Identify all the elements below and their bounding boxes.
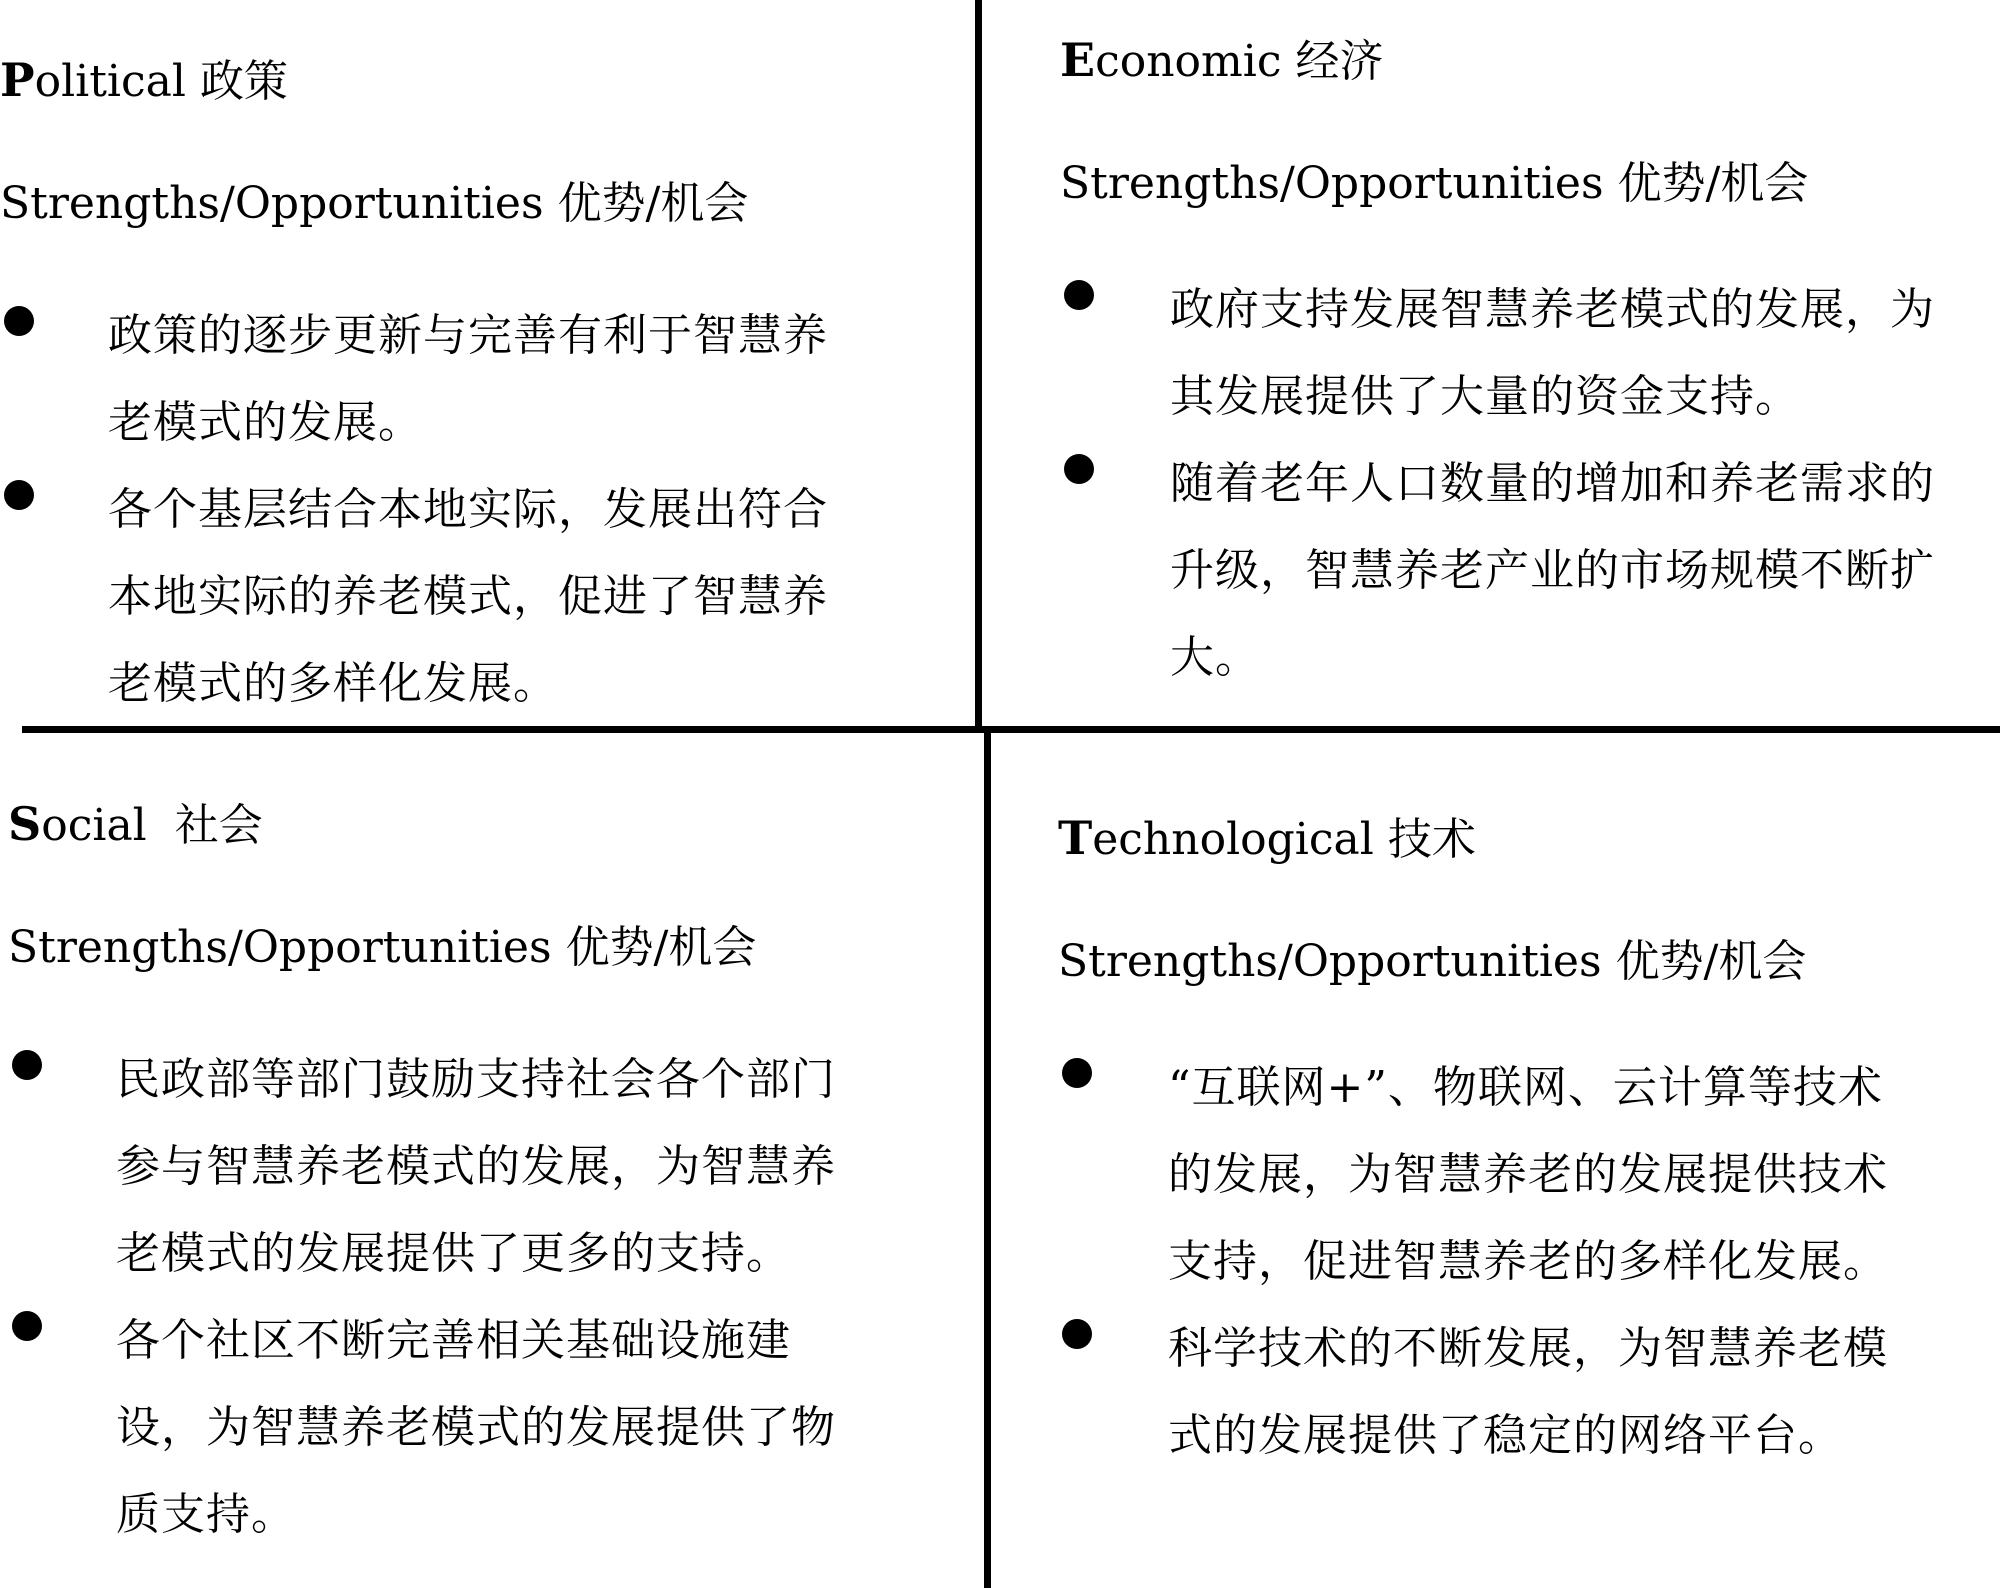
bullet-dot-icon xyxy=(1062,1058,1092,1088)
quadrant-subtitle xyxy=(1058,932,1998,992)
title-initial: P xyxy=(0,53,35,107)
bullet-text: 各个社区不断完善相关基础设施建 设，为智慧养老模式的发展提供了物 质支持。 xyxy=(116,1315,836,1540)
bullet-text: 民政部等部门鼓励支持社会各个部门 参与智慧养老模式的发展，为智慧养 老模式的发展提供了更多的支持。 xyxy=(116,1054,836,1279)
title-rest: echnological xyxy=(1092,814,1374,865)
bullet-dot-icon xyxy=(4,480,34,510)
bullet-text: 政府支持发展智慧养老模式的发展，为 其发展提供了大量的资金支持。 xyxy=(1170,284,1935,422)
subtitle-en: Strengths/Opportunities xyxy=(8,922,552,973)
title-rest: conomic xyxy=(1095,36,1282,87)
subtitle-en: Strengths/Opportunities xyxy=(0,178,544,229)
bullet-list xyxy=(0,292,900,727)
title-zh: 社会 xyxy=(174,800,263,851)
bullet-item xyxy=(1058,1305,1998,1479)
subtitle-en: Strengths/Opportunities xyxy=(1058,936,1602,987)
bullet-list xyxy=(8,1036,908,1558)
quadrant-subtitle xyxy=(0,174,900,234)
bullet-text: 科学技术的不断发展，为智慧养老模 式的发展提供了稳定的网络平台。 xyxy=(1168,1323,1888,1461)
quadrant-title xyxy=(1058,808,1998,868)
subtitle-zh: 优势/机会 xyxy=(1615,936,1807,987)
bullet-text: 随着老年人口数量的增加和养老需求的 升级，智慧养老产业的市场规模不断扩 大。 xyxy=(1170,458,1935,683)
bullet-text: 政策的逐步更新与完善有利于智慧养 老模式的发展。 xyxy=(108,310,828,448)
quadrant-subtitle xyxy=(1060,154,2000,214)
bullet-item xyxy=(1060,266,2000,440)
bullet-list xyxy=(1058,1044,1998,1479)
title-zh: 经济 xyxy=(1295,36,1384,87)
bullet-text: “互联网+”、物联网、云计算等技术 的发展，为智慧养老的发展提供技术 支持，促进智慧养老的多样化发展。 xyxy=(1168,1062,1888,1287)
quadrant-title xyxy=(0,50,900,110)
bullet-dot-icon xyxy=(1064,280,1094,310)
vertical-divider-top xyxy=(975,0,982,732)
bullet-item xyxy=(8,1297,908,1558)
title-initial: S xyxy=(8,797,42,851)
title-initial: E xyxy=(1060,33,1096,87)
bullet-item xyxy=(8,1036,908,1297)
bullet-item xyxy=(1060,440,2000,701)
title-zh: 技术 xyxy=(1387,814,1476,865)
bullet-item xyxy=(0,466,900,727)
quadrant-subtitle xyxy=(8,918,908,978)
bullet-item xyxy=(1058,1044,1998,1305)
horizontal-divider xyxy=(22,726,2000,733)
title-initial: T xyxy=(1058,811,1093,865)
title-zh: 政策 xyxy=(199,56,288,107)
social-quadrant xyxy=(8,794,908,1558)
bullet-dot-icon xyxy=(12,1311,42,1341)
economic-quadrant xyxy=(1060,30,2000,701)
bullet-dot-icon xyxy=(12,1050,42,1080)
bullet-dot-icon xyxy=(1062,1319,1092,1349)
title-rest: ocial xyxy=(41,800,147,851)
subtitle-zh: 优势/机会 xyxy=(1617,158,1809,209)
title-rest: olitical xyxy=(34,56,186,107)
quadrant-title xyxy=(8,794,908,854)
quadrant-title xyxy=(1060,30,2000,90)
subtitle-en: Strengths/Opportunities xyxy=(1060,158,1604,209)
bullet-list xyxy=(1060,266,2000,701)
technological-quadrant xyxy=(1058,808,1998,1479)
bullet-text: 各个基层结合本地实际，发展出符合 本地实际的养老模式，促进了智慧养 老模式的多样化发展。 xyxy=(108,484,828,709)
bullet-dot-icon xyxy=(4,306,34,336)
subtitle-zh: 优势/机会 xyxy=(565,922,757,973)
bullet-item xyxy=(0,292,900,466)
vertical-divider-bottom xyxy=(984,728,991,1588)
subtitle-zh: 优势/机会 xyxy=(557,178,749,229)
bullet-dot-icon xyxy=(1064,454,1094,484)
political-quadrant xyxy=(0,50,900,727)
